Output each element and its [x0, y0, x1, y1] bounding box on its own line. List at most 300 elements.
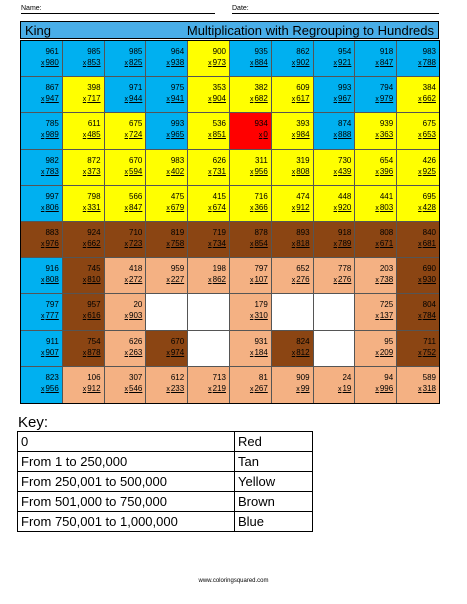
multiplier: x184: [249, 347, 268, 357]
key-color: Red: [235, 432, 313, 452]
grid-cell: [397, 222, 439, 258]
multiplier-value: 854: [254, 239, 268, 248]
grid-cell: [21, 331, 63, 367]
grid-cell: [272, 113, 314, 149]
multiplier: x947: [40, 94, 59, 104]
multiplier-value: 984: [296, 130, 310, 140]
multiplicand: 778: [338, 264, 352, 274]
grid-cell: [188, 113, 230, 149]
multiplicand: 934: [254, 119, 268, 129]
grid-cell: [188, 41, 230, 77]
grid-cell: [397, 367, 439, 403]
grid-cell: [146, 222, 188, 258]
multiplicand: 959: [170, 264, 185, 274]
multiplier: x938: [166, 58, 185, 67]
grid-cell: [230, 77, 272, 113]
multiplier: x731: [208, 166, 226, 176]
multiplier: x717: [82, 94, 101, 104]
grid-cell: [314, 294, 356, 330]
grid-cell: [355, 41, 397, 77]
multiplier: x227: [166, 275, 185, 285]
multiplier-value: 788: [422, 58, 436, 67]
multiplicand: 711: [423, 336, 436, 346]
multiplicand: 670: [129, 155, 143, 165]
multiplicand: 203: [379, 264, 394, 274]
grid-cell: [230, 222, 272, 258]
multiplicand: 652: [296, 264, 310, 274]
multiplier-value: 851: [212, 130, 226, 140]
multiplicand: 474: [296, 191, 310, 201]
grid-cell: [146, 77, 188, 113]
grid-cell: [188, 294, 230, 330]
multiplicand: 954: [338, 47, 352, 56]
multiplier: x902: [291, 58, 310, 67]
multiplicand: 475: [170, 191, 185, 201]
multiplier-value: 925: [422, 166, 436, 176]
grid-cell: [397, 258, 439, 294]
multiplier-value: 674: [212, 202, 226, 212]
multiplier: x973: [208, 58, 226, 67]
multiplicand: 24: [342, 372, 352, 382]
multiplier-value: 783: [45, 166, 59, 176]
multiplier: x930: [418, 275, 436, 285]
multiplier: x267: [249, 383, 268, 393]
date-label: Date:: [232, 5, 249, 12]
multiplier-value: 878: [87, 347, 101, 357]
grid-cell: [105, 222, 147, 258]
multiplicand: 924: [87, 228, 101, 237]
multiplier: x402: [166, 166, 185, 176]
multiplier-value: 272: [129, 275, 143, 285]
grid-cell: [355, 258, 397, 294]
multiplier-value: 976: [45, 239, 59, 248]
multiplier: x662: [418, 94, 436, 104]
multiplicand: 725: [379, 300, 394, 310]
multiplier-value: 267: [254, 383, 268, 393]
grid-cell: [188, 258, 230, 294]
grid-cell: [355, 294, 397, 330]
multiplier-value: 888: [338, 130, 352, 140]
grid-cell: [397, 294, 439, 330]
multiplier-value: 219: [212, 383, 226, 393]
grid-cell: [63, 367, 105, 403]
multiplicand: 716: [254, 191, 268, 201]
grid-cell: [272, 77, 314, 113]
multiplier-value: 947: [45, 94, 59, 104]
multiplier-value: 546: [129, 383, 143, 393]
multiplier: x818: [291, 239, 310, 248]
grid-cell: [230, 367, 272, 403]
multiplicand: 798: [87, 191, 101, 201]
multiplier: x980: [40, 58, 59, 67]
grid-cell: [272, 331, 314, 367]
multiplier-value: 0: [263, 130, 268, 140]
multiplier: x851: [208, 130, 226, 140]
grid-cell: [21, 258, 63, 294]
multiplicand: 872: [87, 155, 101, 165]
grid-cell: [188, 331, 230, 367]
multiplier-value: 662: [87, 239, 101, 248]
grid-cell: [397, 77, 439, 113]
multiplicand: 198: [212, 264, 226, 274]
multiplier-value: 967: [338, 94, 352, 104]
multiplier-value: 956: [45, 383, 59, 393]
multiplier: x219: [208, 383, 226, 393]
grid-cell: [272, 222, 314, 258]
multiplicand: 824: [296, 336, 310, 346]
multiplier-value: 396: [379, 166, 394, 176]
multiplicand: 862: [296, 47, 310, 56]
multiplier: x439: [333, 166, 352, 176]
multiplicand: 589: [422, 372, 436, 382]
multiplier-value: 184: [254, 347, 268, 357]
multiplier: x847: [124, 202, 143, 212]
multiplier: x884: [249, 58, 268, 67]
grid-cell: [355, 113, 397, 149]
multiplier-value: 331: [87, 202, 101, 212]
grid-cell: [355, 367, 397, 403]
multiplier-value: 965: [170, 130, 185, 140]
multiplier-value: 825: [129, 58, 143, 67]
multiplicand: 398: [87, 83, 101, 93]
multiplier: x888: [333, 130, 352, 140]
multiplier-value: 847: [129, 202, 143, 212]
key-range: From 501,000 to 750,000: [18, 492, 235, 512]
grid-cell: [188, 186, 230, 222]
multiplicand: 993: [338, 83, 352, 93]
multiplicand: 713: [212, 372, 226, 382]
multiplicand: 840: [422, 228, 436, 237]
multiplier: x263: [124, 347, 143, 357]
multiplier: x925: [418, 166, 436, 176]
grid-cell: [63, 41, 105, 77]
grid-cell: [272, 294, 314, 330]
key-title: Key:: [18, 414, 49, 431]
multiplier-value: 671: [379, 239, 394, 248]
grid-cell: [146, 294, 188, 330]
grid-cell: [188, 150, 230, 186]
multiplier: x907: [40, 347, 59, 357]
multiplier-value: 980: [45, 58, 59, 67]
grid-cell: [397, 331, 439, 367]
multiplier-value: 363: [379, 130, 394, 140]
multiplier: x825: [124, 58, 143, 67]
grid-cell: [21, 77, 63, 113]
multiplier: x682: [249, 94, 268, 104]
multiplicand: 695: [422, 191, 436, 201]
multiplicand: 874: [338, 119, 352, 129]
multiplier-value: 731: [212, 166, 226, 176]
grid-cell: [21, 150, 63, 186]
multiplier-value: 276: [296, 275, 310, 285]
multiplier: x989: [40, 130, 59, 140]
multiplier-value: 777: [45, 311, 59, 321]
multiplicand: 808: [379, 228, 394, 237]
grid-cell: [355, 77, 397, 113]
grid-cell: [397, 41, 439, 77]
multiplier-value: 989: [45, 130, 59, 140]
grid-cell: [314, 331, 356, 367]
multiplier-value: 738: [379, 275, 394, 285]
multiplier-value: 789: [338, 239, 352, 248]
multiplier-value: 227: [170, 275, 185, 285]
grid-cell: [188, 77, 230, 113]
multiplier: x941: [166, 94, 185, 104]
multiplicand: 971: [129, 83, 143, 93]
multiplier: x616: [82, 311, 101, 321]
multiplicand: 909: [296, 372, 310, 382]
multiplicand: 690: [422, 264, 436, 274]
multiplicand: 916: [45, 264, 59, 274]
multiplicand: 983: [170, 155, 185, 165]
grid-cell: [105, 77, 147, 113]
grid-cell: [21, 367, 63, 403]
grid-cell: [230, 294, 272, 330]
multiplier: x979: [375, 94, 394, 104]
multiplier-value: 944: [129, 94, 143, 104]
grid-cell: [314, 41, 356, 77]
multiplicand: 612: [170, 372, 185, 382]
multiplier: x734: [208, 239, 226, 248]
multiplicand: 797: [254, 264, 268, 274]
multiplier: x738: [375, 275, 394, 285]
multiplicand: 626: [212, 155, 226, 165]
grid-cell: [397, 150, 439, 186]
multiplier: x974: [166, 347, 185, 357]
grid-cell: [105, 331, 147, 367]
multiplier: x723: [124, 239, 143, 248]
multiplier-value: 428: [422, 202, 436, 212]
multiplier-value: 99: [300, 383, 310, 393]
multiplier: x789: [333, 239, 352, 248]
multiplier: x233: [166, 383, 185, 393]
key-row: [18, 452, 313, 472]
grid-cell: [355, 222, 397, 258]
grid-cell: [146, 41, 188, 77]
grid-cell: [63, 331, 105, 367]
grid-cell: [146, 150, 188, 186]
grid-cell: [146, 186, 188, 222]
multiplier-value: 903: [129, 311, 143, 321]
multiplicand: 393: [296, 119, 310, 129]
multiplier: x276: [333, 275, 352, 285]
multiplicand: 823: [45, 372, 59, 382]
multiplicand: 179: [254, 300, 268, 310]
multiplier-value: 752: [422, 347, 436, 357]
multiplier-value: 956: [254, 166, 268, 176]
multiplier-value: 973: [212, 58, 226, 67]
multiplier-value: 930: [422, 275, 436, 285]
multiplier: x912: [82, 383, 101, 393]
multiplier-value: 758: [170, 239, 185, 248]
multiplicand: 911: [46, 336, 59, 346]
multiplier: x485: [82, 130, 101, 140]
multiplier: x310: [249, 311, 268, 321]
multiplier-value: 904: [212, 94, 226, 104]
multiplier: x0: [258, 130, 268, 140]
key-row: [18, 492, 313, 512]
multiplicand: 382: [254, 83, 268, 93]
multiplier-value: 653: [422, 130, 436, 140]
multiplicand: 867: [45, 83, 59, 93]
multiplicand: 426: [422, 155, 436, 165]
multiplier: x331: [82, 202, 101, 212]
multiplier-value: 19: [342, 383, 352, 393]
multiplier-value: 810: [87, 275, 101, 285]
multiplicand: 654: [379, 155, 394, 165]
multiplier: x784: [418, 311, 436, 321]
grid-cell: [63, 294, 105, 330]
multiplier-value: 310: [254, 311, 268, 321]
key-row: [18, 472, 313, 492]
multiplier: x862: [208, 275, 226, 285]
multiplier: x662: [82, 239, 101, 248]
multiplier-value: 912: [87, 383, 101, 393]
multiplicand: 710: [129, 228, 143, 237]
grid-cell: [314, 258, 356, 294]
grid-cell: [105, 113, 147, 149]
multiplicand: 536: [212, 119, 226, 129]
multiplicand: 804: [422, 300, 436, 310]
multiplier: x363: [375, 130, 394, 140]
multiplier-value: 233: [170, 383, 185, 393]
multiplicand: 384: [422, 83, 436, 93]
multiplicand: 785: [45, 119, 59, 129]
multiplier: x679: [166, 202, 185, 212]
grid-cell: [230, 150, 272, 186]
multiplicand: 106: [87, 372, 101, 382]
multiplicand: 883: [45, 228, 59, 237]
multiplier-value: 808: [45, 275, 59, 285]
multiplier: x810: [82, 275, 101, 285]
multiplier: x788: [418, 58, 436, 67]
key-table: [17, 431, 313, 532]
multiplier-value: 373: [87, 166, 101, 176]
multiplier-value: 717: [87, 94, 101, 104]
multiplier: x847: [375, 58, 394, 67]
multiplier-value: 402: [170, 166, 185, 176]
multiplicand: 983: [422, 47, 436, 56]
multiplicand: 754: [87, 336, 101, 346]
multiplier: x808: [291, 166, 310, 176]
multiplicand: 319: [296, 155, 310, 165]
multiplicand: 670: [170, 336, 185, 346]
key-row: [18, 512, 313, 532]
multiplier-value: 723: [129, 239, 143, 248]
grid-cell: [230, 186, 272, 222]
multiplicand: 611: [87, 119, 101, 129]
multiplicand: 95: [384, 336, 394, 346]
grid-cell: [146, 367, 188, 403]
multiplier: x812: [291, 347, 310, 357]
grid-cell: [314, 113, 356, 149]
grid-cell: [314, 186, 356, 222]
multiplier: x318: [418, 383, 436, 393]
multiplier-value: 679: [170, 202, 185, 212]
multiplier: x783: [40, 166, 59, 176]
multiplier-value: 594: [129, 166, 143, 176]
multiplier: x854: [249, 239, 268, 248]
key-range: From 750,001 to 1,000,000: [18, 512, 235, 532]
multiplier-value: 616: [87, 311, 101, 321]
multiplier-value: 974: [170, 347, 185, 357]
key-range: From 250,001 to 500,000: [18, 472, 235, 492]
multiplier: x806: [40, 202, 59, 212]
grid-cell: [63, 258, 105, 294]
key-color: Yellow: [235, 472, 313, 492]
multiplier: x984: [291, 130, 310, 140]
multiplier: x758: [166, 239, 185, 248]
grid-cell: [272, 41, 314, 77]
multiplier-value: 912: [296, 202, 310, 212]
key-range: 0: [18, 432, 235, 452]
multiplier: x617: [291, 94, 310, 104]
multiplicand: 415: [212, 191, 226, 201]
multiplier-value: 784: [422, 311, 436, 321]
multiplicand: 975: [170, 83, 185, 93]
multiplier-value: 808: [296, 166, 310, 176]
multiplicand: 94: [384, 372, 394, 382]
multiplier: x681: [418, 239, 436, 248]
multiplier-value: 920: [338, 202, 352, 212]
grid-cell: [105, 41, 147, 77]
multiplicand: 730: [338, 155, 352, 165]
multiplicand: 997: [45, 191, 59, 201]
multiplier: x912: [291, 202, 310, 212]
multiplier-value: 617: [296, 94, 310, 104]
multiplier: x653: [418, 130, 436, 140]
grid-cell: [230, 258, 272, 294]
key-color: Tan: [235, 452, 313, 472]
multiplicand: 794: [379, 83, 394, 93]
grid-cell: [63, 113, 105, 149]
multiplier-value: 847: [379, 58, 394, 67]
multiplier: x808: [40, 275, 59, 285]
multiplicand: 964: [170, 47, 185, 56]
grid-cell: [105, 294, 147, 330]
multiplicand: 81: [258, 372, 268, 382]
multiplier-value: 884: [254, 58, 268, 67]
multiplier-value: 907: [45, 347, 59, 357]
grid-cell: [272, 150, 314, 186]
multiplicand: 745: [87, 264, 101, 274]
multiplier-value: 263: [129, 347, 143, 357]
multiplier: x373: [82, 166, 101, 176]
grid-cell: [230, 41, 272, 77]
grid-cell: [105, 150, 147, 186]
multiplier: x272: [124, 275, 143, 285]
grid-cell: [355, 186, 397, 222]
multiplier-value: 818: [296, 239, 310, 248]
multiplicand: 609: [296, 83, 310, 93]
grid-cell: [146, 113, 188, 149]
multiplier: x396: [375, 166, 394, 176]
multiplicand: 918: [338, 228, 352, 237]
grid-cell: [21, 186, 63, 222]
multiplicand: 719: [212, 228, 226, 237]
multiplicand: 961: [45, 47, 59, 56]
multiplier: x99: [296, 383, 310, 393]
multiplicand: 957: [87, 300, 101, 310]
multiplier: x956: [40, 383, 59, 393]
grid-cell: [21, 41, 63, 77]
grid-cell: [230, 331, 272, 367]
multiplicand: 893: [296, 228, 310, 237]
multiplicand: 935: [254, 47, 268, 56]
multiplier-value: 902: [296, 58, 310, 67]
name-label: Name:: [21, 5, 42, 12]
multiplier-value: 318: [422, 383, 436, 393]
